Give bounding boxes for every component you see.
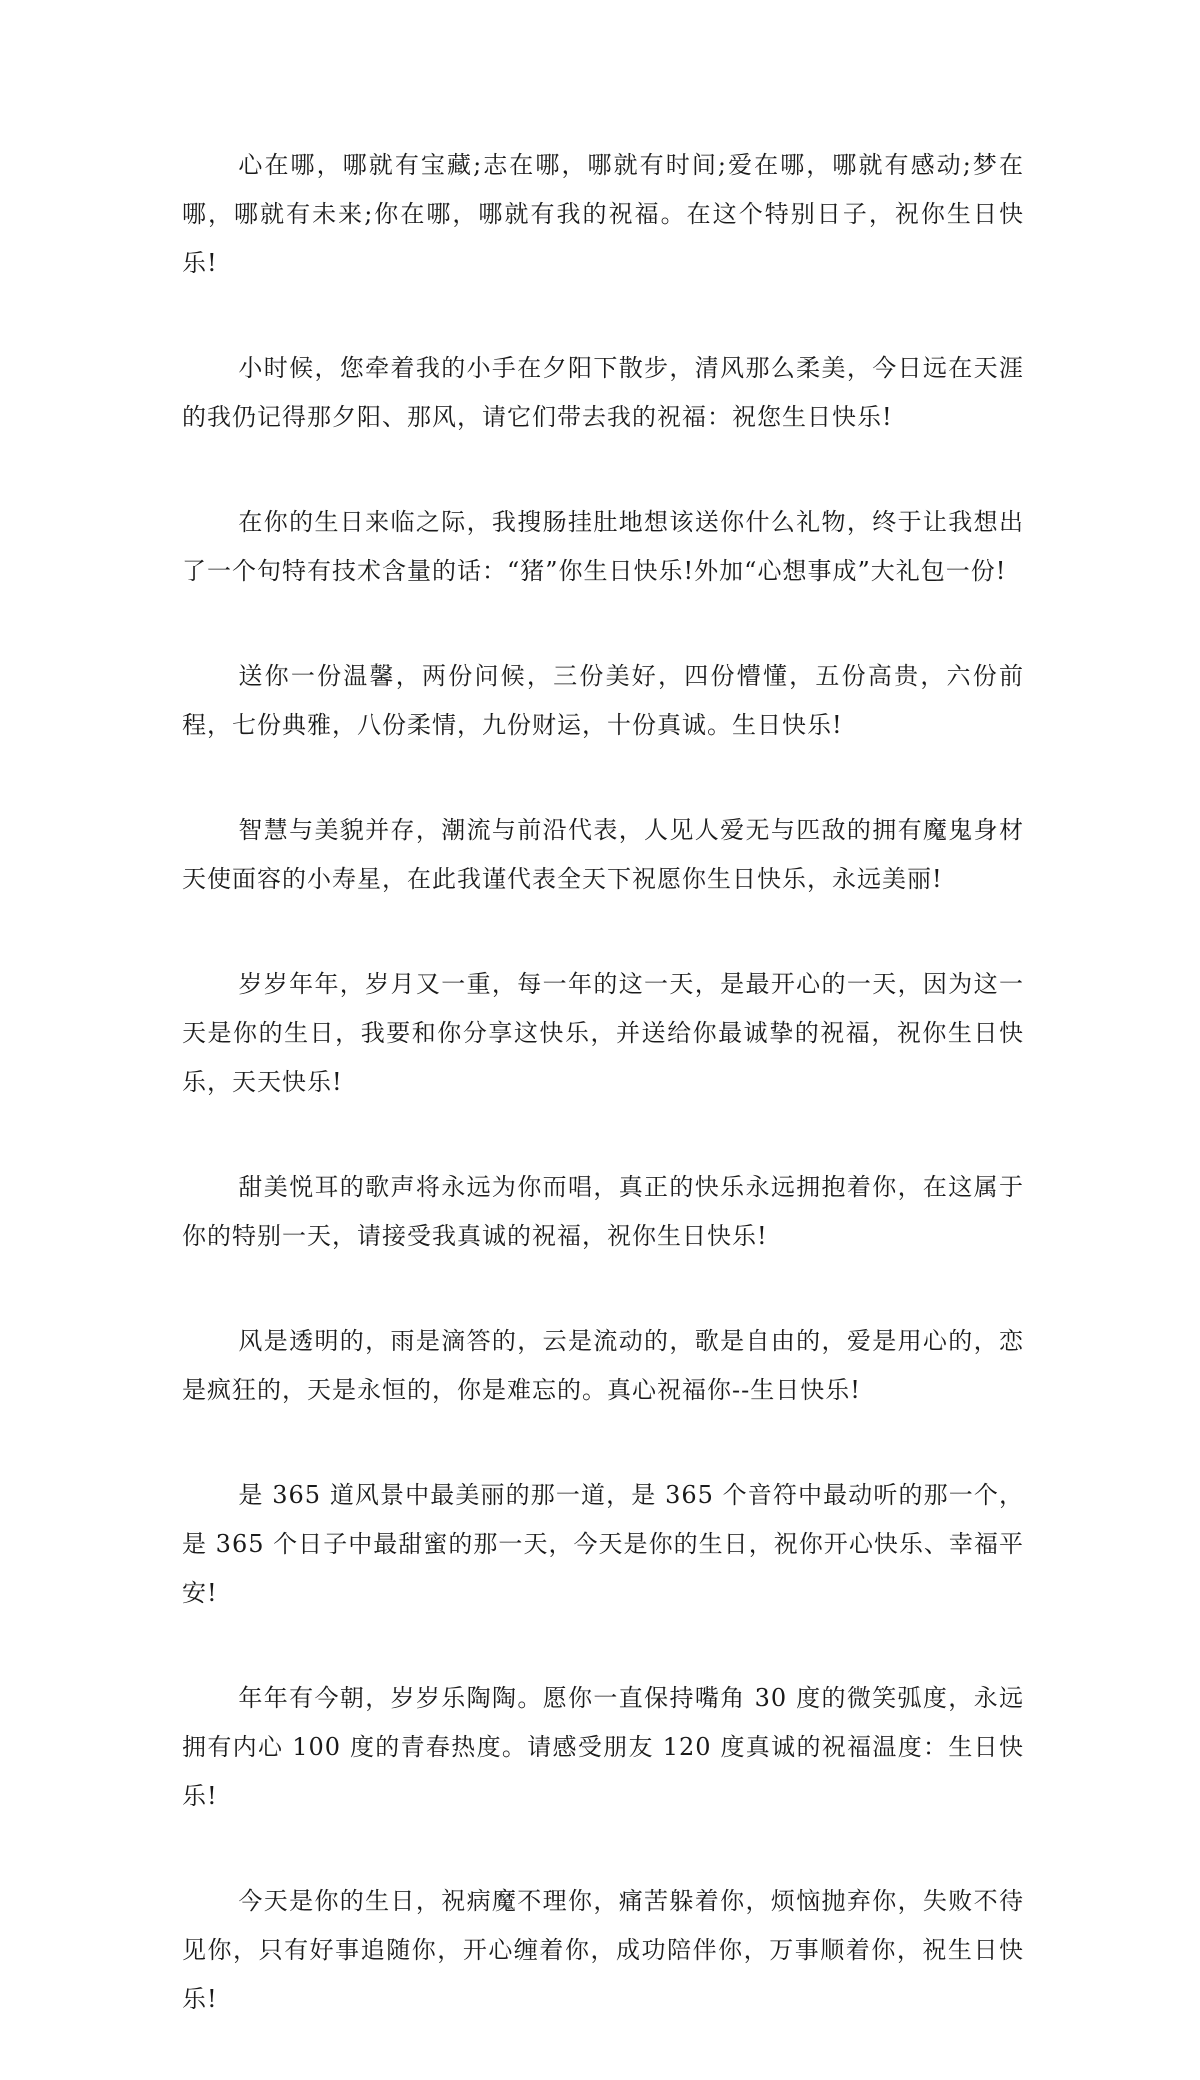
paragraph: 风是透明的，雨是滴答的，云是流动的，歌是自由的，爱是用心的，恋是疯狂的，天是永恒的，你是难忘的。真心祝福你--生日快乐! — [182, 1327, 1024, 1404]
paragraph: 今天是你的生日，祝病魔不理你，痛苦躲着你，烦恼抛弃你，失败不待见你，只有好事追随你，开心缠着你，成功陪伴你，万事顺着你，祝生日快乐! — [182, 1887, 1024, 2013]
paragraph: 是 365 道风景中最美丽的那一道，是 365 个音符中最动听的那一个，是 365 个日子中最甜蜜的那一天，今天是你的生日，祝你开心快乐、幸福平安! — [182, 1481, 1024, 1607]
paragraph: 甜美悦耳的歌声将永远为你而唱，真正的快乐永远拥抱着你，在这属于你的特别一天，请接受我真诚的祝福，祝你生日快乐! — [182, 1173, 1024, 1250]
paragraph: 年年有今朝，岁岁乐陶陶。愿你一直保持嘴角 30 度的微笑弧度，永远拥有内心 100 度的青春热度。请感受朋友 120 度真诚的祝福温度：生日快乐! — [182, 1684, 1024, 1810]
paragraph: 在你的生日来临之际，我搜肠挂肚地想该送你什么礼物，终于让我想出了一个句特有技术含量的话：“猪”你生日快乐!外加“心想事成”大礼包一份! — [182, 508, 1024, 585]
paragraph: 智慧与美貌并存，潮流与前沿代表，人见人爱无与匹敌的拥有魔鬼身材天使面容的小寿星，在此我谨代表全天下祝愿你生日快乐，永远美丽! — [182, 816, 1024, 893]
paragraph: 送你一份温馨，两份问候，三份美好，四份懵懂，五份高贵，六份前程，七份典雅，八份柔情，九份财运，十份真诚。生日快乐! — [182, 662, 1024, 739]
paragraph: 岁岁年年，岁月又一重，每一年的这一天，是最开心的一天，因为这一天是你的生日，我要和你分享这快乐，并送给你最诚挚的祝福，祝你生日快乐，天天快乐! — [182, 970, 1024, 1096]
document-page — [182, 141, 1024, 2080]
paragraph: 小时候，您牵着我的小手在夕阳下散步，清风那么柔美，今日远在天涯的我仍记得那夕阳、那风，请它们带去我的祝福：祝您生日快乐! — [182, 354, 1024, 431]
paragraph: 心在哪，哪就有宝藏;志在哪，哪就有时间;爱在哪，哪就有感动;梦在哪，哪就有未来;你在哪，哪就有我的祝福。在这个特别日子，祝你生日快乐! — [182, 151, 1024, 277]
